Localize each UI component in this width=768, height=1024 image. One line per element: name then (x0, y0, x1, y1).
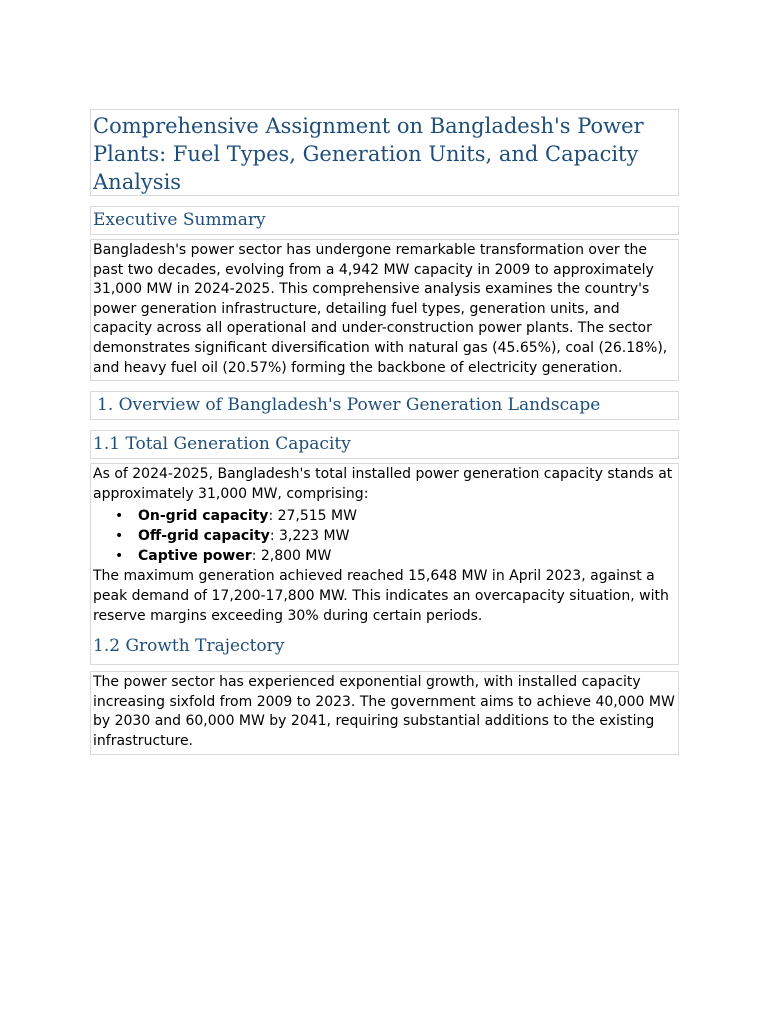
section-1-1-closing: The maximum generation achieved reached 15,648 MW in April 2023, against a peak demand of 17,200-17,800 MW. This indicates an overcapacity situation, with reserve margins exceeding 30% during certain periods. (93, 568, 669, 624)
section-1-1-intro: As of 2024-2025, Bangladesh's total installed power generation capacity stands at approximately 31,000 MW, comprising: (93, 466, 673, 502)
section-1-2-text-1: The power sector has experienced exponential growth, with installed capacity increasing sixfold from 2009 to 2023. (93, 674, 641, 710)
executive-summary-text-2: This comprehensive analysis examines the country's power generation infrastructure, detailing fuel types, generation units, and capacity across all operational and under-construction power plants. The sector demonstrates significant diversification with natural gas (45.65%), coal (26.18%), and heavy fuel oil (20.57%) forming the backbone of electricity generation. (93, 281, 668, 376)
bullet-item (115, 526, 678, 546)
bullet-label: Captive power (138, 548, 252, 565)
bullet-item (115, 546, 678, 566)
bullet-value: : 27,515 MW (268, 508, 357, 525)
section-1-1-heading: 1.1 Total Generation Capacity (90, 430, 679, 459)
bullet-item (115, 506, 678, 526)
section-1-2-text-2: The government aims to achieve 40,000 MW by 2030 and 60,000 MW by 2041, requiring substantial additions to the existing infrastructure. (93, 693, 675, 749)
bullet-dot-icon: • (115, 528, 124, 545)
bullet-label: On-grid capacity (138, 508, 269, 525)
section-1-heading: 1. Overview of Bangladesh's Power Generation Landscape (90, 391, 679, 420)
document-title: Comprehensive Assignment on Bangladesh's Power Plants: Fuel Types, Generation Units, and Capacity Analysis (90, 109, 679, 196)
bullet-label: Off-grid capacity (138, 528, 270, 545)
section-1-2-heading: 1.2 Growth Trajectory (93, 636, 285, 657)
section-1-1-block (90, 463, 679, 665)
executive-summary-heading: Executive Summary (90, 206, 679, 235)
document-page (90, 109, 679, 755)
bullet-dot-icon: • (115, 508, 124, 525)
bullet-value: : 3,223 MW (269, 528, 350, 545)
executive-summary-paragraph (90, 239, 679, 381)
executive-summary-text-1: Bangladesh's power sector has undergone remarkable transformation over the past two decades, evolving from a 4,942 MW capacity in 2009 to approximately 31,000 MW in 2024-2025. (93, 242, 654, 298)
capacity-bullet-list (91, 506, 678, 566)
section-1-2-paragraph (90, 671, 679, 754)
bullet-value: : 2,800 MW (251, 548, 332, 565)
bullet-dot-icon: • (115, 548, 124, 565)
